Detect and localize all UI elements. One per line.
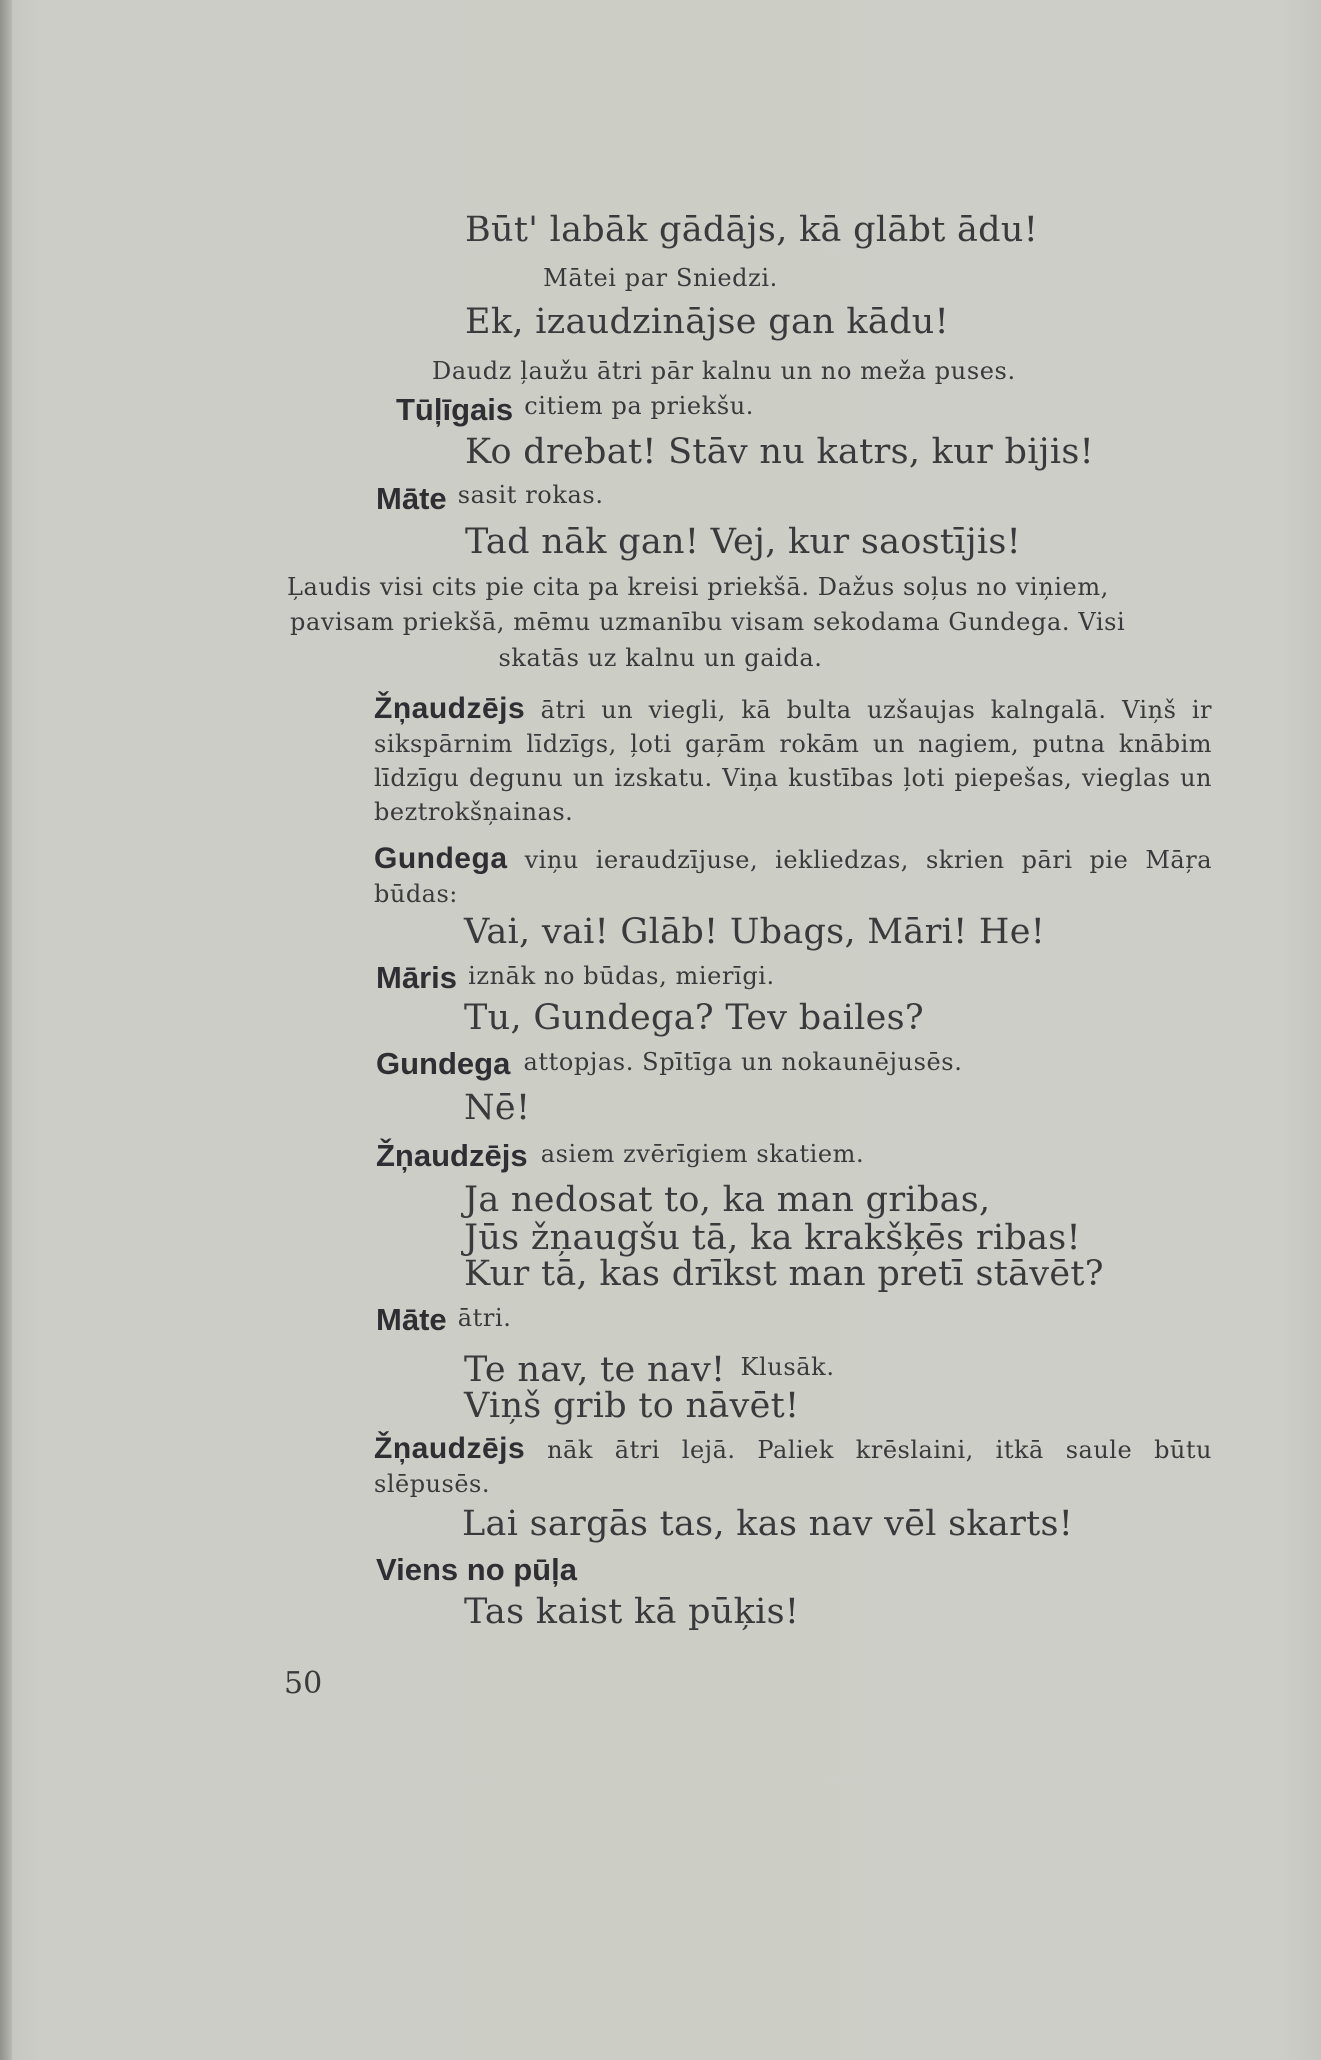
- verse-line: Tu, Gundega? Tev bailes?: [464, 998, 924, 1038]
- verse-line: Viņš grib to nāvēt!: [464, 1386, 800, 1426]
- stage-direction: citiem pa priekšu.: [524, 392, 755, 420]
- verse-line: Būt' labāk gādājs, kā glābt ādu!: [465, 210, 1039, 250]
- speaker-line: [376, 1138, 1321, 1174]
- page-binding-edge: [0, 0, 12, 2060]
- stage-direction: ātri.: [457, 1304, 512, 1332]
- stage-direction: Mātei par Sniedzi.: [543, 264, 778, 292]
- stage-paragraph: [374, 1432, 1212, 1501]
- stage-direction: asiem zvērīgiem skatiem.: [540, 1140, 865, 1168]
- stage-direction: Klusāk.: [740, 1353, 835, 1381]
- stage-direction: ātri un viegli, kā bulta uzšaujas kalngalā. Viņš ir sikspārnim līdzīgs, ļoti gaŗām rokām un nagiem, putna knābim līdzīgu degunu un izskatu. Viņa kustības ļoti piepešas, vieglas un beztrokšņainas.: [374, 696, 1212, 826]
- speaker-line: [376, 1046, 1321, 1082]
- speaker-name: Žņaudzējs: [374, 1432, 526, 1465]
- verse-line: Kur tā, kas drīkst man pretī stāvēt?: [464, 1254, 1104, 1294]
- verse-line: Ko drebat! Stāv nu katrs, kur bijis!: [465, 432, 1094, 472]
- verse-line: [464, 1350, 1321, 1390]
- speaker-line: [376, 481, 1321, 517]
- stage-paragraph: [374, 842, 1212, 911]
- stage-direction: viņu ieraudzījuse, iekliedzas, skrien pāri pie Māŗa būdas:: [374, 846, 1212, 908]
- verse-text: Te nav, te nav!: [464, 1350, 726, 1390]
- speaker-name: Gundega: [376, 1046, 511, 1081]
- speaker-name: Žņaudzējs: [376, 1138, 528, 1173]
- speaker-name: Tūļīgais: [396, 392, 514, 427]
- stage-direction: sasit rokas.: [457, 481, 604, 509]
- stage-direction: nāk ātri lejā. Paliek krēslaini, itkā saule būtu slēpusēs.: [374, 1436, 1212, 1498]
- stage-paragraph-line: skatās uz kalnu un gaida.: [498, 644, 823, 672]
- stage-paragraph-line: pavisam priekšā, mēmu uzmanību visam sekodama Gundega. Visi: [290, 608, 1126, 636]
- verse-line: Vai, vai! Glāb! Ubags, Māri! He!: [464, 912, 1046, 952]
- speaker-line: [376, 960, 1321, 996]
- stage-paragraph-line: Ļaudis visi cits pie cita pa kreisi priekšā. Dažus soļus no viņiem,: [287, 573, 1109, 601]
- speaker-line: [396, 392, 1321, 428]
- verse-line: Lai sargās tas, kas nav vēl skarts!: [462, 1504, 1074, 1544]
- speaker-name: Māte: [376, 481, 447, 516]
- speaker-name: Māris: [376, 960, 457, 995]
- verse-line: Nē!: [464, 1088, 531, 1128]
- speaker-line: [376, 1552, 1321, 1588]
- speaker-name: Žņaudzējs: [374, 692, 526, 725]
- verse-line: Ja nedosat to, ka man gribas,: [464, 1180, 991, 1220]
- stage-direction: iznāk no būdas, mierīgi.: [468, 962, 775, 990]
- verse-line: Jūs žņaugšu tā, ka krakšķēs ribas!: [464, 1218, 1081, 1258]
- speaker-name: Viens no pūļa: [376, 1552, 577, 1587]
- verse-line: Tas kaist kā pūķis!: [464, 1592, 800, 1632]
- verse-line: Tad nāk gan! Vej, kur saostījis!: [465, 522, 1022, 562]
- stage-paragraph: [374, 692, 1212, 829]
- page-number: 50: [284, 1666, 323, 1701]
- speaker-name: Māte: [376, 1302, 447, 1337]
- speaker-line: [376, 1302, 1321, 1338]
- speaker-name: Gundega: [374, 842, 508, 875]
- stage-direction: Daudz ļaužu ātri pār kalnu un no meža puses.: [432, 357, 1016, 385]
- verse-line: Ek, izaudzinājse gan kādu!: [465, 302, 949, 342]
- stage-direction: attopjas. Spītīga un nokaunējusēs.: [523, 1048, 963, 1076]
